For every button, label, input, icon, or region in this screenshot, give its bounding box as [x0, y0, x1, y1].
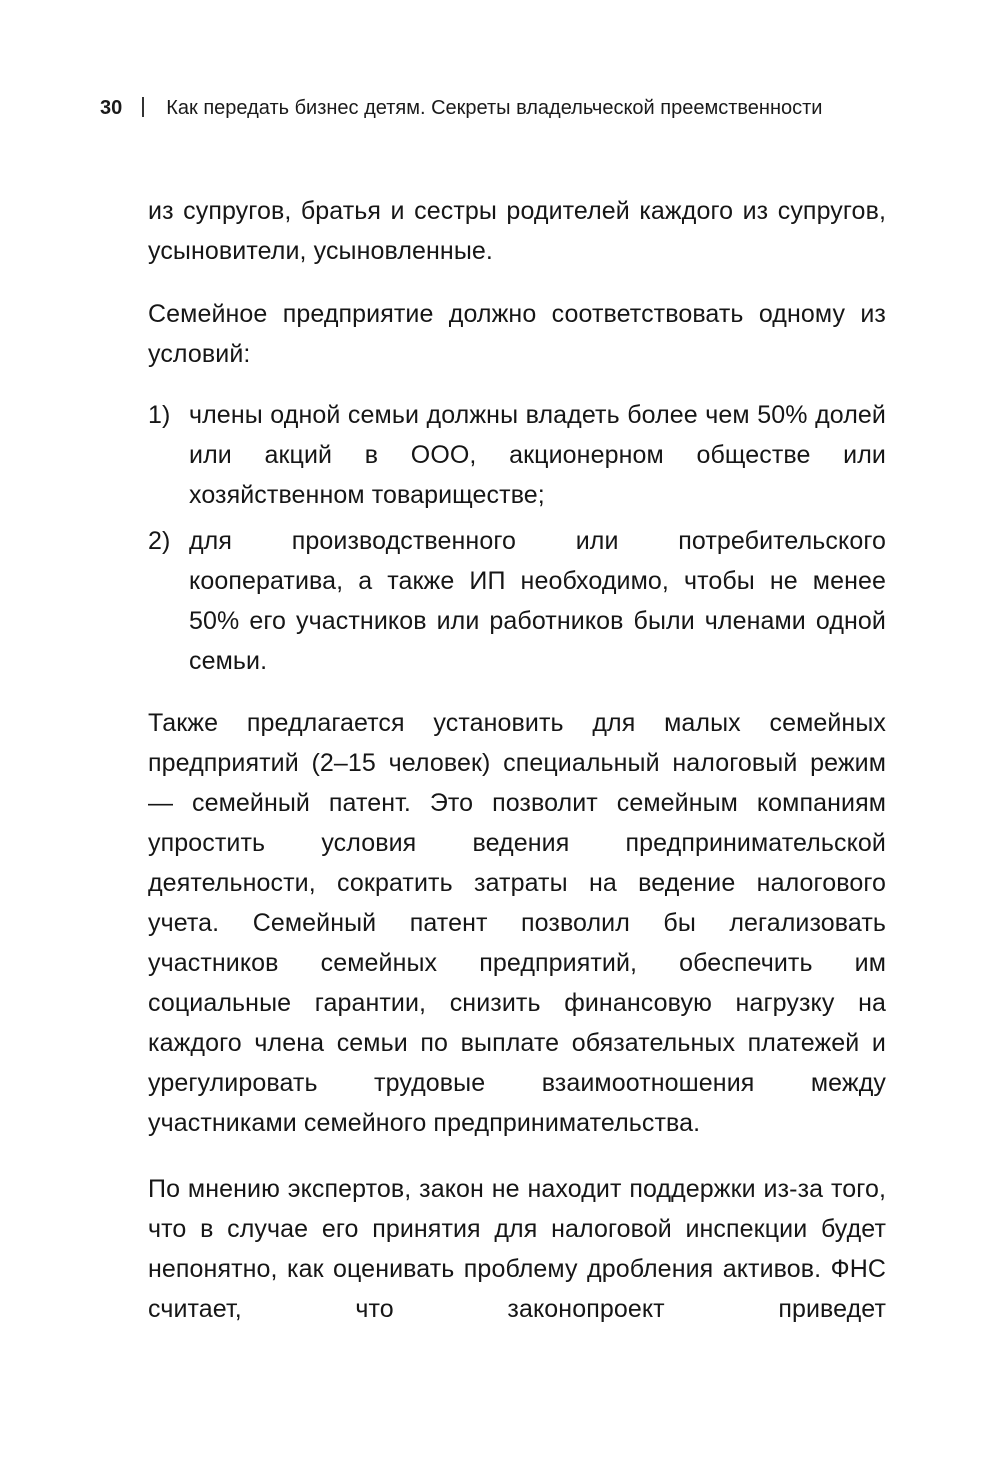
conditions-list: [148, 395, 886, 681]
list-item-number: 1): [148, 401, 171, 429]
running-head-title: Как передать бизнес детям. Секреты владельческой преемственности: [166, 97, 823, 119]
running-head: [100, 93, 822, 123]
list-item: [148, 395, 886, 515]
body-text: [148, 191, 886, 1329]
paragraph-family-patent: Также предлагается установить для малых семейных предприятий (2–15 человек) специальный налоговый режим — семейный патент. Это позволит семейным компаниям упростить условия ведения предпринимательской деятельности, сократить затраты на ведение налогового учета. Семейный патент позволил бы легализовать участников семейных предприятий, обеспечить им социальные гарантии, снизить финансовую нагрузку на каждого члена семьи по выплате обязательных платежей и урегулировать трудовые взаимоотношения между участниками семейного предпринимательства.: [148, 709, 886, 1137]
paragraph-expert-opinion: По мнению экспертов, закон не находит поддержки из-за того, что в случае его принятия для налоговой инспекции будет непонятно, как оценивать проблему дробления активов. ФНС считает, что законопроект приведет: [148, 1175, 886, 1323]
paragraph-conditions-intro: Семейное предприятие должно соответствовать одному из условий:: [148, 300, 886, 368]
header-separator: [142, 97, 144, 117]
list-item-text: члены одной семьи должны владеть более чем 50% долей или акций в ООО, акционерном обществе или хозяйственном товариществе;: [189, 401, 886, 509]
list-item: [148, 521, 886, 681]
paragraph-continuation: из супругов, братья и сестры родителей каждого из супругов, усыновители, усыновленные.: [148, 197, 886, 265]
page-number: 30: [100, 97, 123, 119]
list-item-text: для производственного или потребительского кооператива, а также ИП необходимо, чтобы не менее 50% его участников или работников были членами одной семьи.: [189, 527, 886, 675]
list-item-number: 2): [148, 527, 171, 555]
